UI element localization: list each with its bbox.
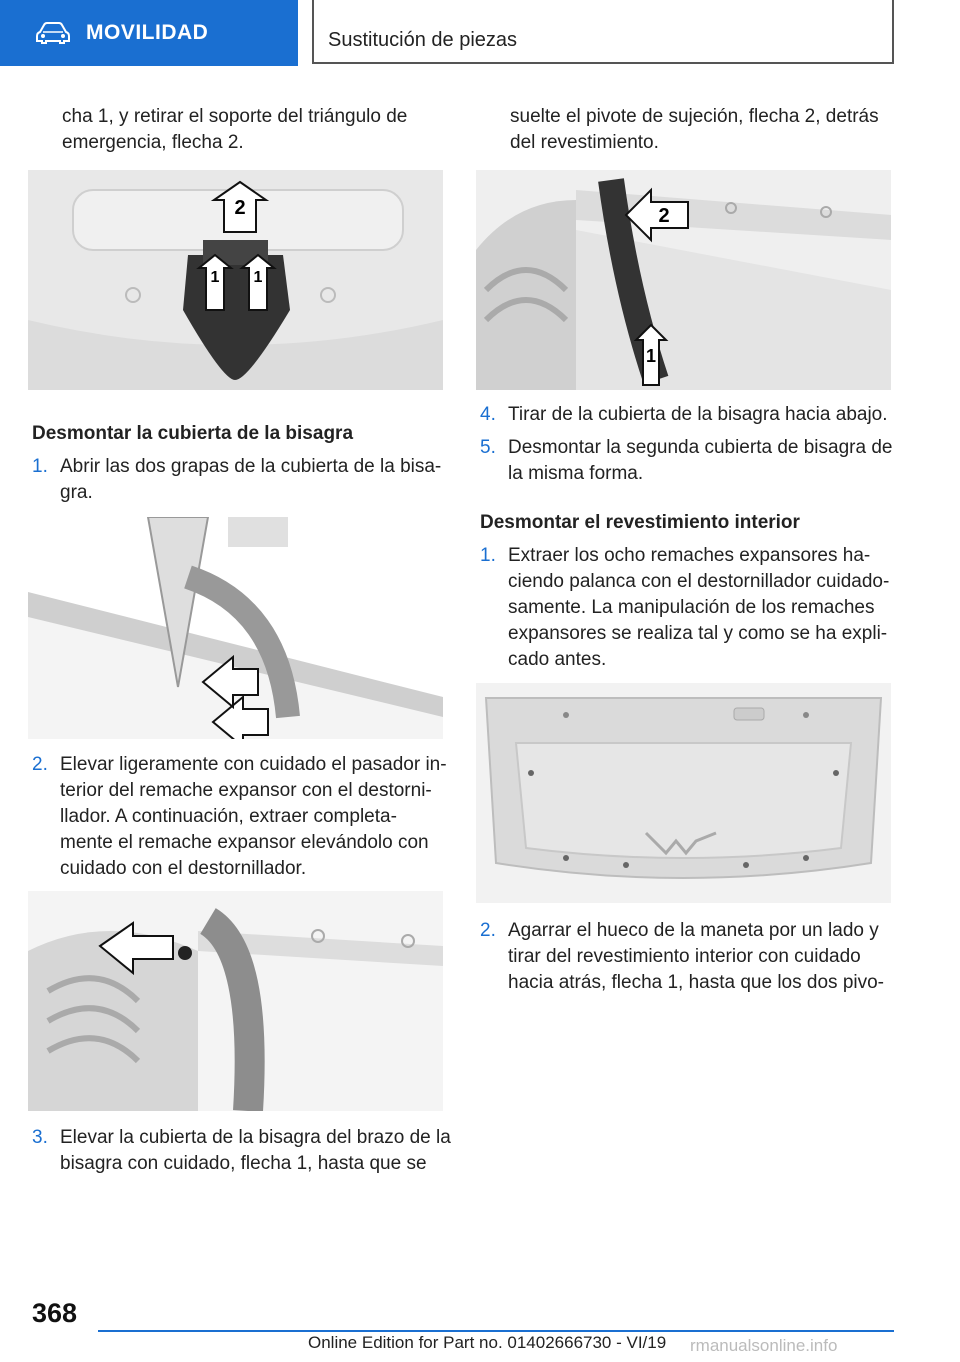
fig1-label-2: 2	[234, 197, 246, 219]
step-left-2: 2. Elevar ligeramente con cuidado el pasador in- terior del remache expansor con el destorni- llador. A continuación, extraer completa- mente el remache expansor elevándolo con cuidado con el destornillador.	[32, 754, 447, 879]
figure-triangle-holder	[28, 170, 443, 390]
svg-text:1: 1	[210, 269, 220, 286]
section-label: MOVILIDAD	[86, 21, 209, 44]
right-intro: suelte el pivote de sujeción, flecha 2, detrás del revestimiento.	[510, 106, 879, 153]
step-right-4: 4. Tirar de la cubierta de la bisagra hacia abajo.	[480, 404, 888, 425]
chapter-title-box	[312, 0, 894, 64]
page-number: 368	[32, 1298, 78, 1328]
figure-trunk-lining	[476, 683, 891, 903]
car-icon	[36, 22, 70, 44]
left-intro: cha 1, y retirar el soporte del triángulo de emergencia, flecha 2.	[62, 106, 408, 153]
footer-rule	[98, 1330, 894, 1332]
watermark: rmanualsonline.info	[690, 1336, 838, 1355]
fig-right-label-1: 1	[645, 346, 657, 366]
step-right-5: 5. Desmontar la segunda cubierta de bisagra de la misma forma.	[480, 437, 893, 484]
figure-expansion-rivet	[28, 891, 443, 1111]
svg-text:1: 1	[253, 269, 263, 286]
figure-retaining-pin	[476, 170, 891, 390]
figure-hinge-clips	[28, 517, 443, 739]
fig-right-label-2: 2	[658, 205, 670, 227]
heading-interior-lining: Desmontar el revestimiento interior	[480, 512, 800, 533]
section-tab	[0, 0, 298, 66]
footer-edition: Online Edition for Part no. 01402666730 - VI/19	[308, 1333, 667, 1352]
step-left-3: 3. Elevar la cubierta de la bisagra del brazo de la bisagra con cuidado, flecha 1, hasta que se	[32, 1127, 451, 1174]
heading-hinge-cover: Desmontar la cubierta de la bisagra	[32, 423, 354, 444]
step-right-b2: 2. Agarrar el hueco de la maneta por un lado y tirar del revestimiento interior con cuidado hacia atrás, flecha 1, hasta que los dos pivo-	[480, 920, 885, 993]
step-right-b1: 1. Extraer los ocho remaches expansores ha- ciendo palanca con el destornillador cuidado- samente. La manipulación de los remaches expansores se realiza tal y como se ha expli- cado antes.	[480, 545, 890, 670]
chapter-title: Sustitución de piezas	[328, 29, 518, 51]
step-left-1: 1. Abrir las dos grapas de la cubierta de la bisa- gra.	[32, 456, 442, 503]
